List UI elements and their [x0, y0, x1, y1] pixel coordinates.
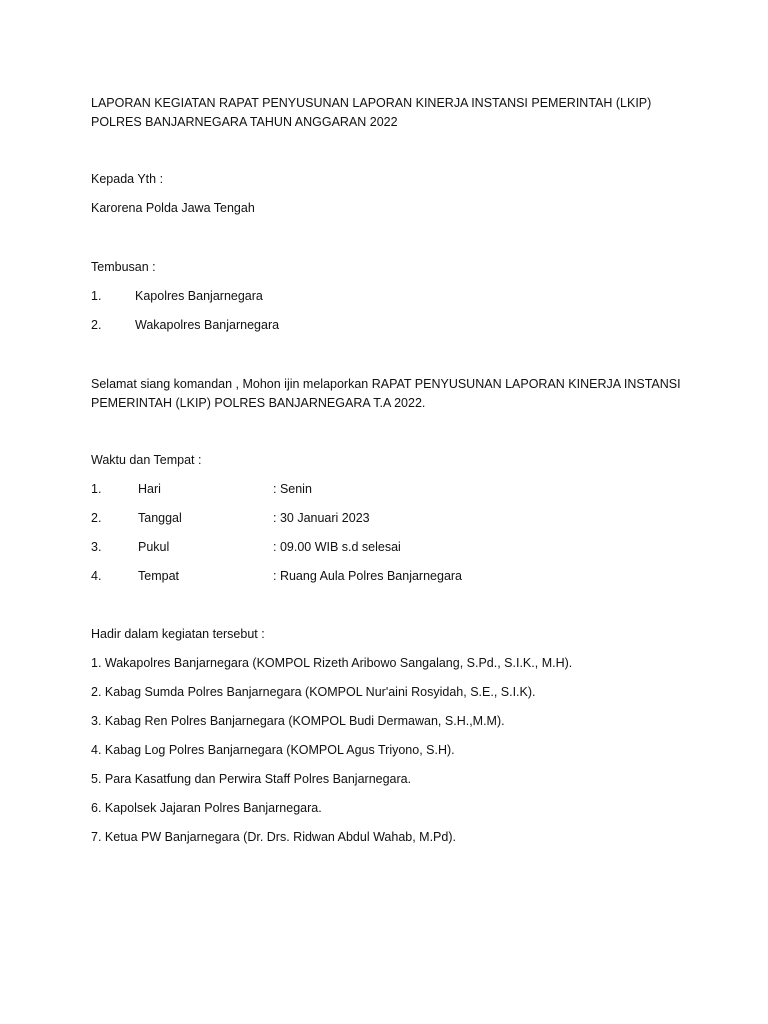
detail-label: Hari — [138, 482, 161, 496]
tembusan-item — [91, 317, 279, 334]
attendee-item: 6. Kapolsek Jajaran Polres Banjarnegara. — [91, 801, 322, 815]
kepada-label: Kepada Yth : — [91, 172, 164, 186]
attendee-item: 2. Kabag Sumda Polres Banjarnegara (KOMPOL Nur'aini Rosyidah, S.E., S.I.K). — [91, 685, 536, 699]
detail-value: : Senin — [273, 482, 312, 496]
document-title: LAPORAN KEGIATAN RAPAT PENYUSUNAN LAPORAN KINERJA INSTANSI PEMERINTAH (LKIP) POLRES BANJARNEGARA TAHUN ANGGARAN 2022 — [91, 96, 652, 129]
tembusan-label: Tembusan : — [91, 260, 156, 274]
hadir-label: Hadir dalam kegiatan tersebut : — [91, 627, 265, 641]
detail-value: : 30 Januari 2023 — [273, 511, 370, 525]
attendee-item: 7. Ketua PW Banjarnegara (Dr. Drs. Ridwan Abdul Wahab, M.Pd). — [91, 830, 456, 844]
detail-number: 2. — [91, 511, 102, 525]
tembusan-item-text: Kapolres Banjarnegara — [135, 289, 263, 303]
detail-label: Tempat — [138, 569, 179, 583]
detail-number: 4. — [91, 569, 102, 583]
attendee-item: 4. Kabag Log Polres Banjarnegara (KOMPOL Agus Triyono, S.H). — [91, 743, 455, 757]
tembusan-item-number: 1. — [91, 289, 102, 303]
attendee-item: 5. Para Kasatfung dan Perwira Staff Polres Banjarnegara. — [91, 772, 412, 786]
detail-label: Tanggal — [138, 511, 182, 525]
detail-value: : Ruang Aula Polres Banjarnegara — [273, 569, 463, 583]
detail-row — [91, 568, 462, 585]
detail-number: 3. — [91, 540, 102, 554]
detail-row — [91, 481, 312, 498]
attendee-item: 1. Wakapolres Banjarnegara (KOMPOL Rizeth Aribowo Sangalang, S.Pd., S.I.K., M.H). — [91, 656, 573, 670]
attendee-item: 3. Kabag Ren Polres Banjarnegara (KOMPOL Budi Dermawan, S.H.,M.M). — [91, 714, 505, 728]
tembusan-item-number: 2. — [91, 318, 102, 332]
detail-value: : 09.00 WIB s.d selesai — [273, 540, 401, 554]
detail-label: Pukul — [138, 540, 170, 554]
tembusan-item — [91, 288, 263, 305]
tembusan-item-text: Wakapolres Banjarnegara — [135, 318, 280, 332]
opening-paragraph: Selamat siang komandan , Mohon ijin melaporkan RAPAT PENYUSUNAN LAPORAN KINERJA INSTANSI PEMERINTAH (LKIP) POLRES BANJARNEGARA T.A 2022. — [91, 377, 681, 410]
detail-row — [91, 510, 370, 527]
detail-row — [91, 539, 401, 556]
recipient: Karorena Polda Jawa Tengah — [91, 201, 255, 215]
waktu-tempat-label: Waktu dan Tempat : — [91, 453, 202, 467]
detail-number: 1. — [91, 482, 102, 496]
